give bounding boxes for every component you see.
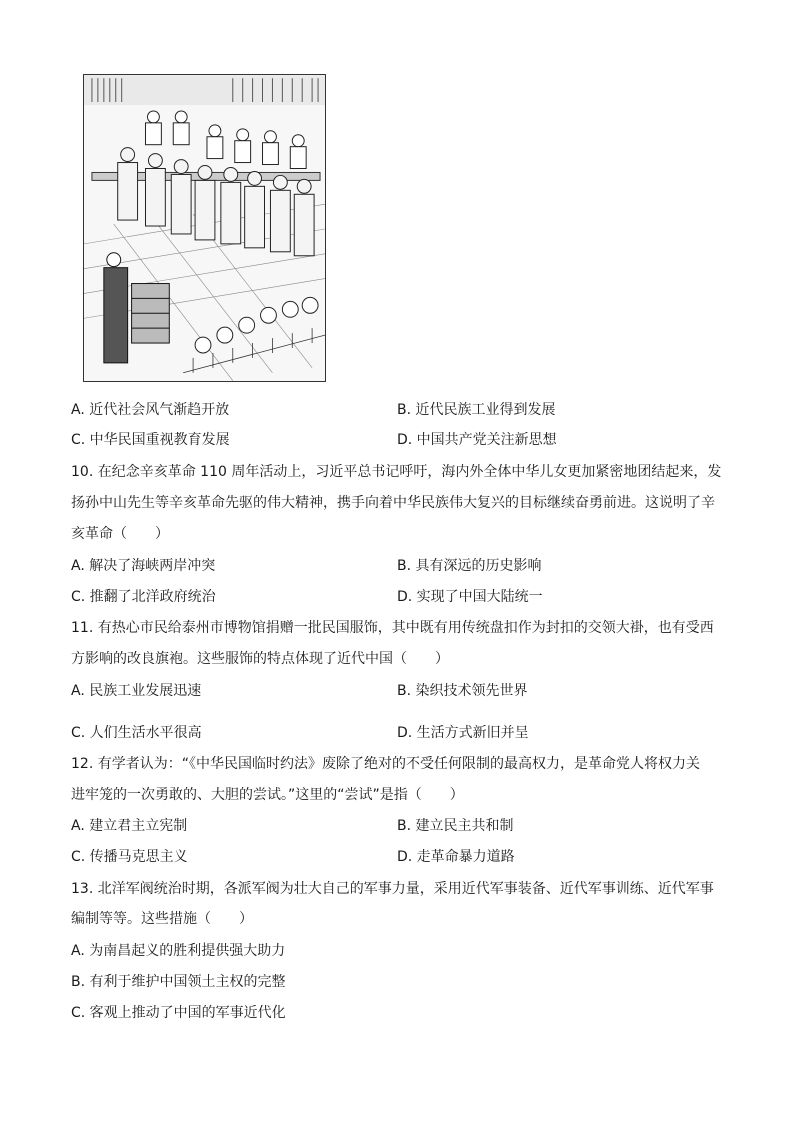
q11-stem-line-1: 11. 有热心市民给泰州市博物馆捐赠一批民国服饰，其中既有用传统盘扣作为封扣的交领大褂，也有受西	[71, 620, 714, 636]
q11-option-a[interactable]: A. 民族工业发展迅速	[71, 683, 202, 699]
q12-option-a[interactable]: A. 建立君主立宪制	[71, 818, 188, 834]
q12-stem-line-2: 进牢笼的一次勇敢的、大胆的尝试。”这里的“尝试”是指（ ）	[71, 787, 464, 803]
q13-stem-line-1: 13. 北洋军阀统治时期，各派军阀为壮大自己的军事力量，采用近代军事装备、近代军事训练、近代军事	[71, 881, 714, 897]
q9-option-d[interactable]: D. 中国共产党关注新思想	[397, 432, 557, 448]
q12-option-d[interactable]: D. 走革命暴力道路	[397, 849, 515, 865]
q11-option-d[interactable]: D. 生活方式新旧并呈	[397, 725, 529, 741]
q10-stem-line-3: 亥革命（ ）	[71, 526, 169, 542]
q10-stem-line-2: 扬孙中山先生等辛亥革命先驱的伟大精神，携手向着中华民族伟大复兴的目标继续奋勇前进。这说明了辛	[71, 495, 715, 511]
q13-option-b[interactable]: B. 有利于维护中国领土主权的完整	[71, 974, 286, 990]
q9-option-a[interactable]: A. 近代社会风气渐趋开放	[71, 402, 230, 418]
q13-option-c[interactable]: C. 客观上推动了中国的军事近代化	[71, 1005, 286, 1021]
q10-option-c[interactable]: C. 推翻了北洋政府统治	[71, 589, 216, 605]
q12-option-c[interactable]: C. 传播马克思主义	[71, 849, 188, 865]
q12-option-b[interactable]: B. 建立民主共和制	[397, 818, 514, 834]
q10-stem-line-1: 10. 在纪念辛亥革命 110 周年活动上，习近平总书记呼吁，海内外全体中华儿女更加紧密地团结起来，发	[71, 464, 722, 480]
q11-stem-line-2: 方影响的改良旗袍。这些服饰的特点体现了近代中国（ ）	[71, 651, 449, 667]
q11-option-c[interactable]: C. 人们生活水平很高	[71, 725, 202, 741]
q10-option-a[interactable]: A. 解决了海峡两岸冲突	[71, 558, 216, 574]
q13-option-a[interactable]: A. 为南昌起义的胜利提供强大助力	[71, 943, 286, 959]
q9-option-c[interactable]: C. 中华民国重视教育发展	[71, 432, 230, 448]
q9-option-b[interactable]: B. 近代民族工业得到发展	[397, 402, 556, 418]
q11-option-b[interactable]: B. 染织技术领先世界	[397, 683, 528, 699]
q13-stem-line-2: 编制等等。这些措施（ ）	[71, 911, 253, 927]
q10-option-b[interactable]: B. 具有深远的历史影响	[397, 558, 542, 574]
q12-stem-line-1: 12. 有学者认为：“《中华民国临时约法》废除了绝对的不受任何限制的最高权力，是革命党人将权力关	[71, 756, 700, 772]
historical-illustration	[83, 74, 326, 382]
q10-option-d[interactable]: D. 实现了中国大陆统一	[397, 589, 543, 605]
